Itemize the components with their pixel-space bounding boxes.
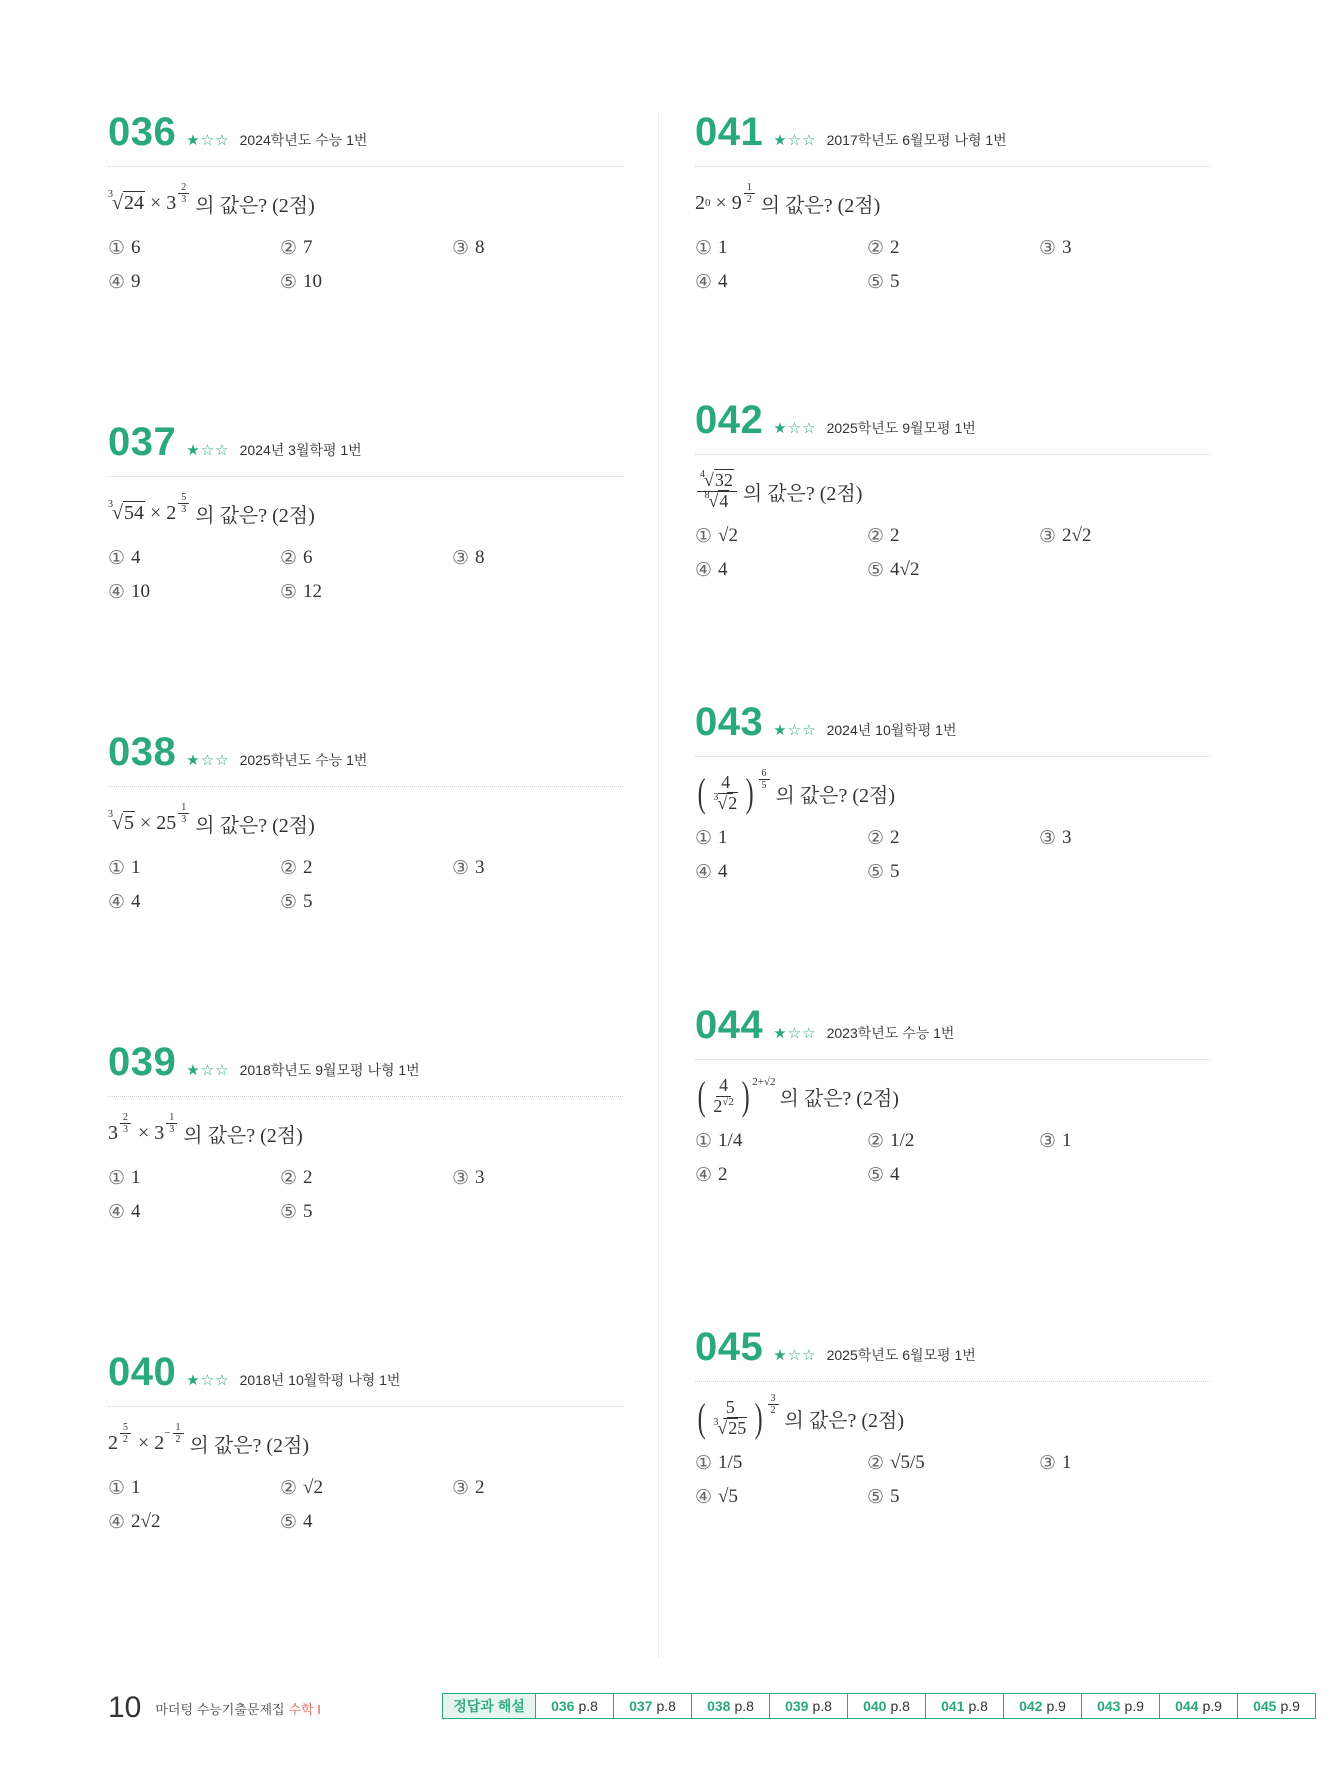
question — [695, 1074, 1210, 1118]
difficulty-stars: ★☆☆ — [186, 751, 230, 769]
question-text: 의 값은? (2점) — [742, 482, 863, 505]
choice-4[interactable]: ④ 9 — [108, 271, 141, 293]
problem-source: 2023학년도 수능 1번 — [826, 1025, 955, 1041]
choice-3[interactable]: ③ 1 — [1039, 1130, 1072, 1152]
answer-choices — [695, 1450, 1210, 1510]
choice-5[interactable]: ⑤ 12 — [280, 581, 323, 603]
choice-1[interactable]: ① 1 — [108, 1477, 141, 1499]
problem-number: 037 — [108, 420, 177, 464]
question-text: 의 값은? (2점) — [189, 1434, 309, 1457]
choice-5[interactable]: ⑤ 5 — [867, 861, 900, 883]
choice-2[interactable]: ② 2 — [867, 237, 900, 259]
choice-1[interactable]: ① √2 — [695, 525, 738, 547]
choice-2[interactable]: ② 1/2 — [867, 1130, 915, 1152]
column-divider — [658, 112, 659, 1657]
problem-045 — [695, 1325, 1210, 1510]
divider — [695, 166, 1210, 167]
answer-ref-040[interactable]: 040 p.8 — [848, 1694, 926, 1718]
choice-4[interactable]: ④ 2√2 — [108, 1511, 161, 1533]
problem-source: 2018학년도 9월모평 나형 1번 — [239, 1062, 420, 1078]
question — [108, 1421, 623, 1465]
difficulty-stars: ★☆☆ — [773, 131, 817, 149]
problem-source: 2024학년도 수능 1번 — [239, 132, 368, 148]
choice-3[interactable]: ③ 3 — [452, 857, 485, 879]
choice-2[interactable]: ② 7 — [280, 237, 313, 259]
question — [108, 1111, 623, 1155]
divider — [108, 476, 623, 477]
choice-1[interactable]: ① 1 — [108, 857, 141, 879]
answer-choices — [695, 1128, 1210, 1188]
choice-1[interactable]: ① 1/5 — [695, 1452, 743, 1474]
problem-source: 2025학년도 수능 1번 — [239, 752, 368, 768]
math-expression: ( $\frac{4}{2^{√2}}$ ) 2+√2 — [697, 1073, 776, 1118]
problem-037 — [108, 420, 623, 605]
choice-2[interactable]: ② 2 — [867, 525, 900, 547]
problem-source: 2025학년도 9월모평 1번 — [826, 420, 976, 436]
choice-4[interactable]: ④ 4 — [108, 891, 141, 913]
choice-5[interactable]: ⑤ 4√2 — [867, 559, 920, 581]
divider — [108, 166, 623, 167]
problem-number: 043 — [695, 700, 764, 744]
choice-4[interactable]: ④ 4 — [108, 1201, 141, 1223]
problem-header — [108, 420, 623, 472]
problem-039 — [108, 1040, 623, 1225]
math-expression: 2 0 × 9 $\frac{1}{2}$ — [695, 192, 757, 215]
question — [695, 181, 1210, 225]
difficulty-stars: ★☆☆ — [773, 1346, 817, 1364]
answer-ref-039[interactable]: 039 p.8 — [770, 1694, 848, 1718]
question — [108, 801, 623, 845]
problem-036 — [108, 110, 623, 295]
math-expression: ( $\frac{5}{^3√25}$ ) $\frac{3}{2}$ — [695, 1398, 781, 1439]
choice-1[interactable]: ① 1/4 — [695, 1130, 743, 1152]
choice-1[interactable]: ① 1 — [695, 827, 728, 849]
problem-number: 041 — [695, 110, 764, 154]
problem-number: 036 — [108, 110, 177, 154]
answer-ref-044[interactable]: 044 p.9 — [1160, 1694, 1238, 1718]
math-expression: 3 $\frac{2}{3}$ × 3 $\frac{1}{3}$ — [108, 1122, 179, 1145]
problem-header — [108, 1350, 623, 1402]
answer-ref-042[interactable]: 042 p.9 — [1004, 1694, 1082, 1718]
choice-1[interactable]: ① 1 — [108, 1167, 141, 1189]
math-expression: 3 √ 54 × 2 $\frac{5}{3}$ — [108, 501, 191, 525]
difficulty-stars: ★☆☆ — [186, 441, 230, 459]
question-text: 의 값은? (2점) — [195, 194, 315, 217]
answer-choices — [695, 523, 1210, 583]
problem-source: 2025학년도 6월모평 1번 — [826, 1347, 976, 1363]
choice-4[interactable]: ④ 2 — [695, 1164, 728, 1186]
question — [108, 181, 623, 225]
choice-4[interactable]: ④ 4 — [695, 271, 728, 293]
answer-choices — [108, 855, 623, 915]
answer-choices — [108, 1475, 623, 1535]
choice-4[interactable]: ④ √5 — [695, 1486, 738, 1508]
question-text: 의 값은? (2점) — [195, 504, 315, 527]
answer-ref-043[interactable]: 043 p.9 — [1082, 1694, 1160, 1718]
choice-5[interactable]: ⑤ 10 — [280, 271, 323, 293]
choice-3[interactable]: ③ 8 — [452, 237, 485, 259]
choice-5[interactable]: ⑤ 4 — [280, 1511, 313, 1533]
choice-2[interactable]: ② √2 — [280, 1477, 323, 1499]
problem-header — [695, 1325, 1210, 1377]
choice-5[interactable]: ⑤ 5 — [280, 891, 313, 913]
question-text: 의 값은? (2점) — [784, 1409, 905, 1432]
divider — [108, 1406, 623, 1407]
problem-number: 038 — [108, 730, 177, 774]
answer-choices — [108, 1165, 623, 1225]
divider — [108, 786, 623, 787]
choice-3[interactable]: ③ 2√2 — [1039, 525, 1092, 547]
math-expression: 3 √ 5 × 25 $\frac{1}{3}$ — [108, 811, 191, 835]
problem-source: 2018년 10월학평 나형 1번 — [239, 1372, 401, 1388]
problem-042 — [695, 398, 1210, 583]
difficulty-stars: ★☆☆ — [773, 419, 817, 437]
choice-2[interactable]: ② 2 — [280, 857, 313, 879]
answer-reference-table — [442, 1693, 1316, 1719]
answer-ref-037[interactable]: 037 p.8 — [614, 1694, 692, 1718]
math-expression: 3 √ 24 × 3 $\frac{2}{3}$ — [108, 191, 191, 215]
problem-044 — [695, 1003, 1210, 1188]
choice-1[interactable]: ① 6 — [108, 237, 141, 259]
choice-2[interactable]: ② 2 — [280, 1167, 313, 1189]
problem-source: 2024년 10월학평 1번 — [826, 722, 957, 738]
difficulty-stars: ★☆☆ — [186, 131, 230, 149]
answer-ref-041[interactable]: 041 p.8 — [926, 1694, 1004, 1718]
answer-label: 정답과 해설 — [443, 1694, 536, 1718]
answer-choices — [108, 235, 623, 295]
question — [695, 1392, 1210, 1440]
problem-number: 040 — [108, 1350, 177, 1394]
problem-header — [695, 700, 1210, 752]
answer-ref-045[interactable]: 045 p.9 — [1253, 1698, 1300, 1714]
book-title: 마더텅 수능기출문제집 수학 I — [155, 1701, 321, 1717]
question — [695, 767, 1210, 815]
choice-5[interactable]: ⑤ 5 — [867, 1486, 900, 1508]
choice-3[interactable]: ③ 3 — [1039, 237, 1072, 259]
difficulty-stars: ★☆☆ — [186, 1371, 230, 1389]
problem-header — [695, 398, 1210, 450]
problem-043 — [695, 700, 1210, 885]
choice-5[interactable]: ⑤ 5 — [280, 1201, 313, 1223]
problem-header — [695, 110, 1210, 162]
answer-ref-036[interactable]: 036 p.8 — [536, 1694, 614, 1718]
problem-number: 042 — [695, 398, 764, 442]
page-footer — [108, 1691, 1300, 1724]
problem-040 — [108, 1350, 623, 1535]
choice-4[interactable]: ④ 4 — [695, 559, 728, 581]
choice-4[interactable]: ④ 4 — [695, 861, 728, 883]
question-text: 의 값은? (2점) — [195, 814, 315, 837]
choice-3[interactable]: ③ 3 — [452, 1167, 485, 1189]
question-text: 의 값은? (2점) — [183, 1124, 303, 1147]
difficulty-stars: ★☆☆ — [773, 1024, 817, 1042]
page-number: 10 — [108, 1691, 142, 1724]
difficulty-stars: ★☆☆ — [773, 721, 817, 739]
question — [695, 469, 1210, 513]
divider — [108, 1096, 623, 1097]
answer-choices — [695, 825, 1210, 885]
problem-header — [108, 110, 623, 162]
question-text: 의 값은? (2점) — [775, 784, 896, 807]
choice-3[interactable]: ③ 2 — [452, 1477, 485, 1499]
math-expression: ( $\frac{4}{^3√2}$ ) $\frac{6}{5}$ — [695, 773, 772, 814]
problem-header — [108, 1040, 623, 1092]
problem-038 — [108, 730, 623, 915]
divider — [695, 756, 1210, 757]
question-text: 의 값은? (2점) — [760, 194, 881, 217]
answer-ref-038[interactable]: 038 p.8 — [692, 1694, 770, 1718]
answer-choices — [108, 545, 623, 605]
book-subject: 수학 I — [288, 1701, 321, 1717]
divider — [695, 1381, 1210, 1382]
choice-2[interactable]: ② 2 — [867, 827, 900, 849]
problem-header — [695, 1003, 1210, 1055]
problem-header — [108, 730, 623, 782]
answer-choices — [695, 235, 1210, 295]
difficulty-stars: ★☆☆ — [186, 1061, 230, 1079]
question-text: 의 값은? (2점) — [779, 1087, 899, 1110]
math-expression: $\frac{^4√32}{^8√4}$ — [695, 471, 739, 512]
divider — [695, 454, 1210, 455]
choice-2[interactable]: ② √5/5 — [867, 1452, 925, 1474]
choice-5[interactable]: ⑤ 4 — [867, 1164, 900, 1186]
problem-number: 045 — [695, 1325, 764, 1369]
choice-1[interactable]: ① 4 — [108, 547, 141, 569]
problem-source: 2024년 3월학평 1번 — [239, 442, 362, 458]
problem-source: 2017학년도 6월모평 나형 1번 — [826, 132, 1007, 148]
problem-number: 039 — [108, 1040, 177, 1084]
math-expression: 2 $\frac{5}{2}$ × 2 − $\frac{1}{2}$ — [108, 1432, 186, 1455]
choice-3[interactable]: ③ 8 — [452, 547, 485, 569]
divider — [695, 1059, 1210, 1060]
choice-4[interactable]: ④ 10 — [108, 581, 151, 603]
question — [108, 491, 623, 535]
choice-2[interactable]: ② 6 — [280, 547, 313, 569]
problem-041 — [695, 110, 1210, 295]
choice-1[interactable]: ① 1 — [695, 237, 728, 259]
choice-3[interactable]: ③ 1 — [1039, 1452, 1072, 1474]
problem-number: 044 — [695, 1003, 764, 1047]
choice-3[interactable]: ③ 3 — [1039, 827, 1072, 849]
choice-5[interactable]: ⑤ 5 — [867, 271, 900, 293]
